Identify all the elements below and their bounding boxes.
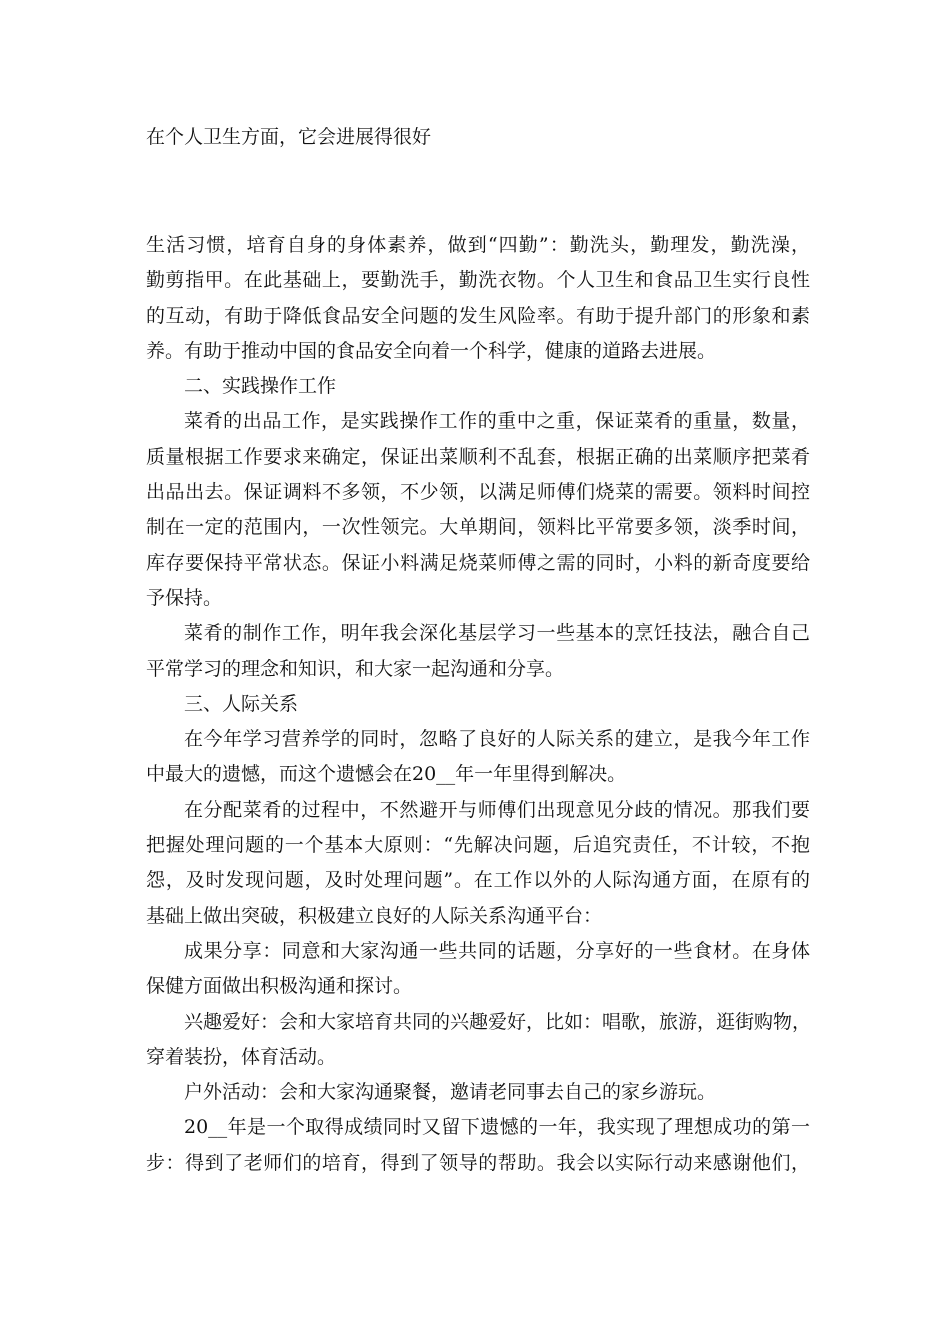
text-line: 养。有助于推动中国的食品安全向着一个科学，健康的道路去进展。 <box>146 339 717 362</box>
text-line: 户外活动：会和大家沟通聚餐，邀请老同事去自己的家乡游玩。 <box>184 1081 717 1104</box>
text-line: 把握处理问题的一个基本大原则：“先解决问题，后追究责任，不计较，不抱 <box>146 834 810 857</box>
text-line: 库存要保持平常状态。保证小料满足烧菜师傅之需的同时，小料的新奇度要给 <box>146 551 810 574</box>
text-line: 兴趣爱好：会和大家培育共同的兴趣爱好，比如：唱歌，旅游，逛街购物， <box>184 1010 812 1033</box>
text-line: 在今年学习营养学的同时，忽略了良好的人际关系的建立，是我今年工作 <box>184 728 810 751</box>
text-line: 三、人际关系 <box>184 692 299 715</box>
page-header-text: 在个人卫生方面，它会进展得很好 <box>146 126 432 148</box>
text-line: 予保持。 <box>146 586 223 609</box>
text-line: 基础上做出突破，积极建立良好的人际关系沟通平台： <box>146 904 603 927</box>
text-line: 的互动，有助于降低食品安全问题的发生风险率。有助于提升部门的形象和素 <box>146 304 810 327</box>
text-line: 保健方面做出积极沟通和探讨。 <box>146 975 413 998</box>
text-line: 菜肴的制作工作，明年我会深化基层学习一些基本的烹饪技法，融合自己 <box>184 622 810 645</box>
text-line: 在分配菜肴的过程中，不然避开与师傅们出现意见分歧的情况。那我们要 <box>184 798 810 821</box>
text-line: 中最大的遗憾，而这个遗憾会在20__年一年里得到解决。 <box>146 763 627 786</box>
text-line: 勤剪指甲。在此基础上，要勤洗手，勤洗衣物。个人卫生和食品卫生实行良性 <box>146 269 810 292</box>
text-line: 20__年是一个取得成绩同时又留下遗憾的一年，我实现了理想成功的第一 <box>184 1116 810 1139</box>
text-line: 成果分享：同意和大家沟通一些共同的话题，分享好的一些食材。在身体 <box>184 939 810 962</box>
text-line: 制在一定的范围内，一次性领完。大单期间，领料比平常要多领，淡季时间， <box>146 516 810 539</box>
text-line: 怨，及时发现问题，及时处理问题”。在工作以外的人际沟通方面，在原有的 <box>146 869 810 892</box>
text-line: 出品出去。保证调料不多领，不少领，以满足师傅们烧菜的需要。领料时间控 <box>146 481 810 504</box>
text-line: 二、实践操作工作 <box>184 375 337 398</box>
text-line: 质量根据工作要求来确定，保证出菜顺利不乱套，根据正确的出菜顺序把菜肴 <box>146 445 810 468</box>
document-body <box>146 228 810 1181</box>
text-line: 穿着装扮，体育活动。 <box>146 1045 337 1068</box>
text-line: 平常学习的理念和知识，和大家一起沟通和分享。 <box>146 657 565 680</box>
text-line: 生活习惯，培育自身的身体素养，做到“四勤”：勤洗头，勤理发，勤洗澡， <box>146 234 810 256</box>
text-line: 步：得到了老师们的培育，得到了领导的帮助。我会以实际行动来感谢他们， <box>146 1151 810 1174</box>
text-line: 菜肴的出品工作，是实践操作工作的重中之重，保证菜肴的重量，数量， <box>184 410 810 433</box>
